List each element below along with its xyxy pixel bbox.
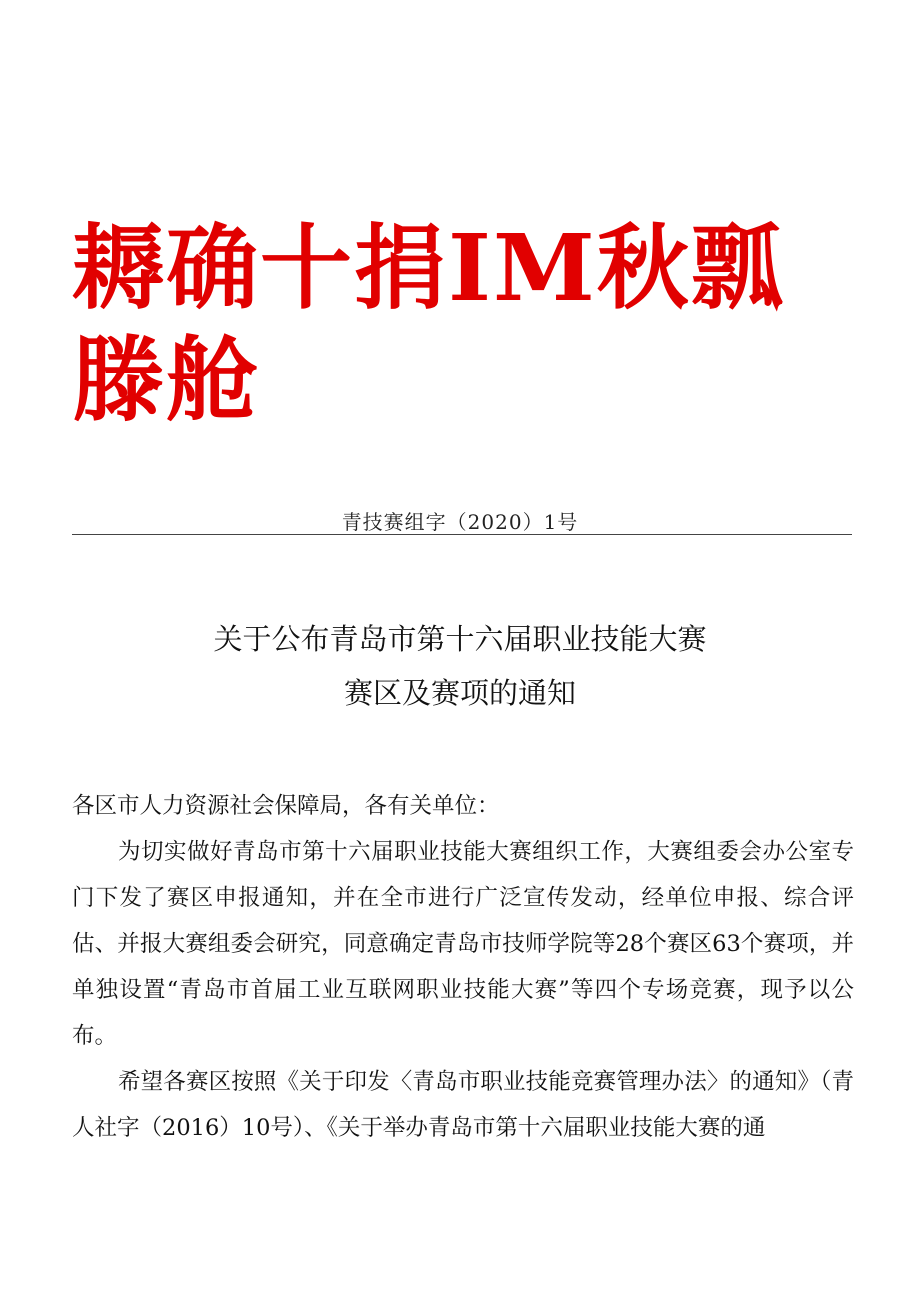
header-divider bbox=[72, 534, 852, 535]
document-number: 青技赛组字（2020）1号 bbox=[341, 510, 579, 534]
notice-title-line-1: 关于公布青岛市第十六届职业技能大赛 bbox=[213, 622, 707, 656]
masthead-title bbox=[72, 212, 852, 436]
notice-title-line-2: 赛区及赛项的通知 bbox=[343, 676, 576, 710]
notice-body bbox=[72, 783, 854, 1151]
notice-title bbox=[0, 612, 920, 720]
body-paragraph-1: 为切实做好青岛市第十六届职业技能大赛组织工作，大赛组委会办公室专门下发了赛区申报通知，并在全市进行广泛宣传发动，经单位申报、综合评估、并报大赛组委会研究，同意确定青岛市技师学院等28个赛区63个赛项，并单独设置“青岛市首届工业互联网职业技能大赛”等四个专场竞赛，现予以公布。 bbox=[72, 839, 854, 1049]
masthead-line-1: 耨确十捐IM秋瓢 bbox=[72, 214, 785, 322]
body-paragraph-2: 希望各赛区按照《关于印发〈青岛市职业技能竞赛管理办法〉的通知》（青人社字（2016）10号）、《关于举办青岛市第十六届职业技能大赛的通 bbox=[72, 1069, 854, 1141]
masthead-line-2: 滕舱 bbox=[72, 326, 261, 434]
salutation: 各区市人力资源社会保障局，各有关单位： bbox=[72, 793, 500, 819]
